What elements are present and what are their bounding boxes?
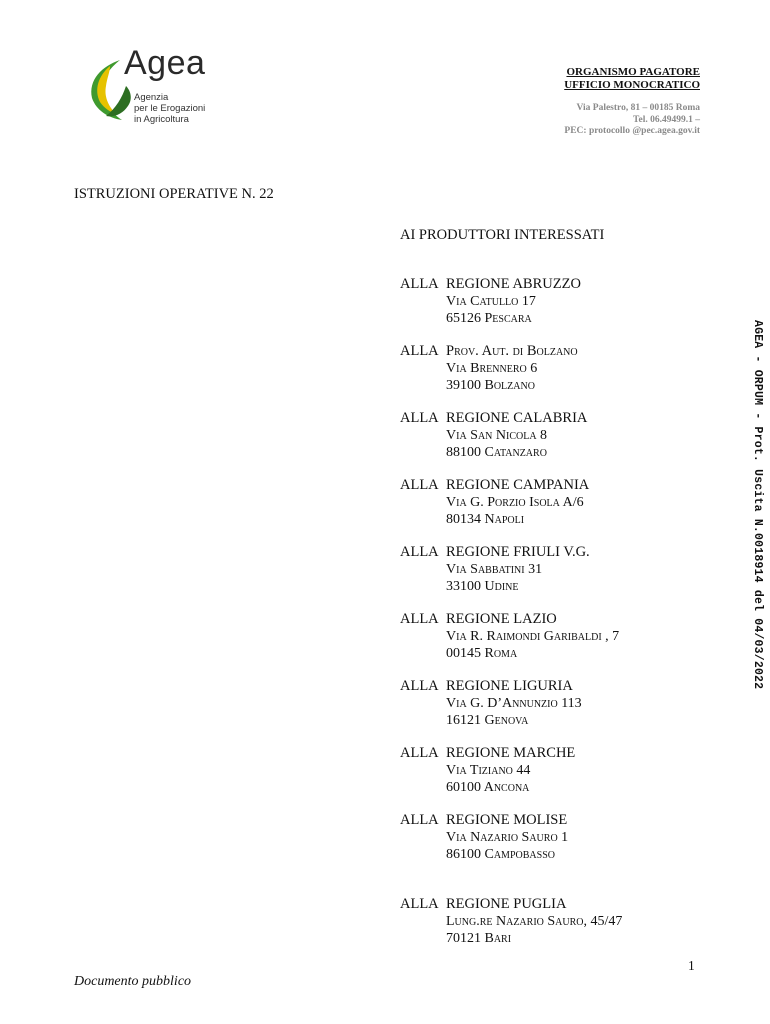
contact-info: [564, 103, 700, 138]
footer-label: Documento pubblico: [74, 974, 192, 989]
recipients-intro: AI PRODUTTORI INTERESSATI: [400, 227, 605, 243]
recipient-name: REGIONE FRIULI V.G.: [446, 544, 590, 560]
protocol-stamp-text: AGEA - ORPUM - Prot. Uscita N.0018914 del 04/03/2022: [751, 320, 764, 690]
recipient-city: 80134 Napoli: [446, 512, 525, 527]
recipient-street: Via Tiziano 44: [446, 763, 531, 778]
recipient-name: REGIONE MOLISE: [446, 812, 568, 828]
recipient-name: REGIONE CAMPANIA: [446, 477, 590, 493]
recipient-street: Via Sabbatini 31: [446, 562, 543, 577]
recipient-block: ALLA REGIONE PUGLIA Lung.re Nazario Sauro, 45/47 70121 Bari: [400, 896, 730, 947]
recipient-city: 70121 Bari: [446, 931, 512, 946]
recipient-block: ALLA Prov. Aut. di Bolzano Via Brennero 6 39100 Bolzano: [400, 343, 730, 394]
recipient-block: ALLA REGIONE MARCHE Via Tiziano 44 60100 Ancona: [400, 745, 730, 796]
recipient-street: Via G. D’Annunzio 113: [446, 696, 582, 711]
recipient-block: ALLA REGIONE ABRUZZO Via Catullo 17 65126 Pescara: [400, 276, 730, 327]
org-tel: Tel. 06.49499.1 –: [633, 114, 700, 125]
org-pec: PEC: protocollo @pec.agea.gov.it: [564, 126, 700, 136]
recipient-name: REGIONE MARCHE: [446, 745, 576, 761]
org-name: ORGANISMO PAGATORE: [566, 66, 700, 78]
recipient-city: 16121 Genova: [446, 713, 529, 728]
recipient-block: ALLA REGIONE FRIULI V.G. Via Sabbatini 31 33100 Udine: [400, 544, 730, 595]
organization-header: [564, 66, 700, 92]
recipient-street: Via Brennero 6: [446, 361, 538, 376]
document-title: ISTRUZIONI OPERATIVE N. 22: [74, 186, 274, 202]
recipient-city: 33100 Udine: [446, 579, 519, 594]
recipient-street: Via Nazario Sauro 1: [446, 830, 569, 845]
recipient-name: REGIONE PUGLIA: [446, 896, 567, 912]
recipient-city: 60100 Ancona: [446, 780, 530, 795]
recipient-block: ALLA REGIONE LIGURIA Via G. D’Annunzio 113 16121 Genova: [400, 678, 730, 729]
recipient-block: ALLA REGIONE CAMPANIA Via G. Porzio Isola A/6 80134 Napoli: [400, 477, 730, 528]
agea-logo: [82, 46, 252, 128]
recipient-block: ALLA REGIONE LAZIO Via R. Raimondi Garibaldi , 7 00145 Roma: [400, 611, 730, 662]
org-address: Via Palestro, 81 – 00185 Roma: [576, 103, 700, 113]
recipient-name: Prov. Aut. di Bolzano: [446, 343, 578, 359]
recipient-block: ALLA REGIONE CALABRIA Via San Nicola 8 88100 Catanzaro: [400, 410, 730, 461]
recipient-name: REGIONE LIGURIA: [446, 678, 573, 694]
recipient-street: Via R. Raimondi Garibaldi , 7: [446, 629, 620, 644]
recipient-name: REGIONE CALABRIA: [446, 410, 588, 426]
recipient-name: REGIONE ABRUZZO: [446, 276, 581, 292]
recipient-street: Lung.re Nazario Sauro, 45/47: [446, 914, 623, 929]
org-office: UFFICIO MONOCRATICO: [564, 79, 700, 91]
recipient-city: 86100 Campobasso: [446, 847, 555, 862]
recipient-city: 39100 Bolzano: [446, 378, 535, 393]
recipient-city: 65126 Pescara: [446, 311, 532, 326]
recipient-street: Via G. Porzio Isola A/6: [446, 495, 584, 510]
page-number: 1: [688, 958, 695, 973]
recipient-city: 00145 Roma: [446, 646, 518, 661]
recipient-city: 88100 Catanzaro: [446, 445, 547, 460]
recipient-street: Via Catullo 17: [446, 294, 536, 309]
recipient-block: ALLA REGIONE MOLISE Via Nazario Sauro 1 86100 Campobasso: [400, 812, 730, 863]
recipient-street: Via San Nicola 8: [446, 428, 548, 443]
logo-wordmark: Agea: [124, 44, 206, 82]
recipient-name: REGIONE LAZIO: [446, 611, 557, 627]
logo-subtitle: Agenzia per le Erogazioni in Agricoltura: [134, 92, 206, 125]
protocol-stamp: [750, 320, 768, 700]
